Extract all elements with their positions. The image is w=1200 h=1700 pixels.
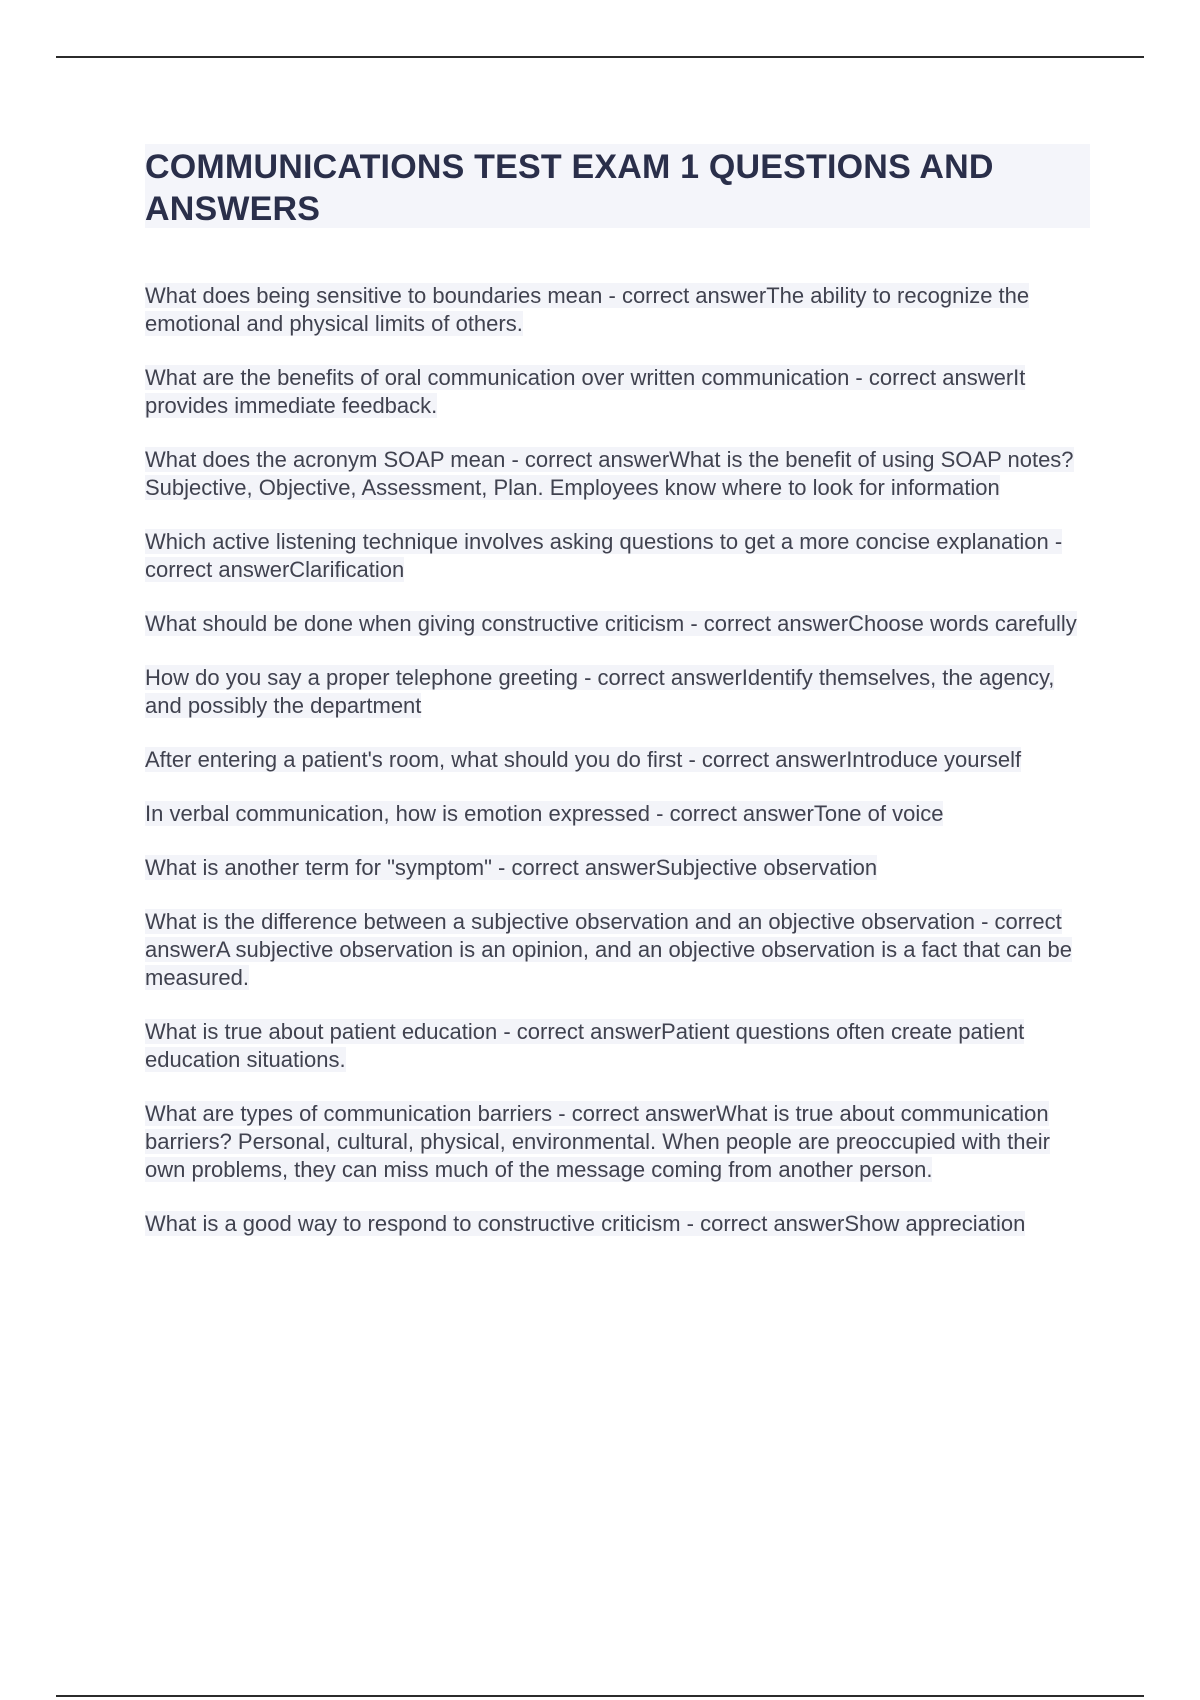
qa-list [145, 282, 1090, 1238]
qa-item [145, 746, 1090, 774]
qa-text: What should be done when giving constructive criticism - correct answerChoose words carefully [145, 611, 1077, 636]
qa-text: What are the benefits of oral communication over written communication - correct answerIt provides immediate feedback. [145, 365, 1026, 418]
qa-text: What does being sensitive to boundaries mean - correct answerThe ability to recognize the emotional and physical limits of others. [145, 283, 1030, 336]
qa-item [145, 854, 1090, 882]
document-body [145, 144, 1090, 1264]
qa-item [145, 528, 1090, 584]
qa-text: How do you say a proper telephone greeting - correct answerIdentify themselves, the agency, and possibly the department [145, 665, 1055, 718]
qa-text: What are types of communication barriers - correct answerWhat is true about communication barriers? Personal, cultural, physical, environmental. When people are preoccupied with their own problems, they can miss much of the message coming from another person. [145, 1101, 1050, 1182]
qa-text: After entering a patient's room, what should you do first - correct answerIntroduce yourself [145, 747, 1022, 772]
qa-text: What does the acronym SOAP mean - correct answerWhat is the benefit of using SOAP notes? Subjective, Objective, Assessment, Plan. Employees know where to look for information [145, 447, 1074, 500]
qa-item [145, 1210, 1090, 1238]
qa-item [145, 364, 1090, 420]
qa-text: What is another term for "symptom" - correct answerSubjective observation [145, 855, 878, 880]
qa-text: In verbal communication, how is emotion expressed - correct answerTone of voice [145, 801, 944, 826]
qa-item [145, 908, 1090, 992]
document-title: COMMUNICATIONS TEST EXAM 1 QUESTIONS AND ANSWERS [145, 144, 1090, 228]
qa-item [145, 610, 1090, 638]
qa-item [145, 800, 1090, 828]
qa-text: Which active listening technique involves asking questions to get a more concise explanation - correct answerClarification [145, 529, 1063, 582]
qa-item [145, 1018, 1090, 1074]
qa-text: What is true about patient education - correct answerPatient questions often create patient education situations. [145, 1019, 1025, 1072]
footer-rule [56, 1695, 1144, 1697]
qa-text: What is the difference between a subjective observation and an objective observation - correct answerA subjective observation is an opinion, and an objective observation is a fact that can be measured. [145, 909, 1073, 990]
qa-item [145, 446, 1090, 502]
qa-text: What is a good way to respond to constructive criticism - correct answerShow appreciation [145, 1211, 1026, 1236]
qa-item [145, 282, 1090, 338]
header-rule [56, 56, 1144, 58]
qa-item [145, 1100, 1090, 1184]
qa-item [145, 664, 1090, 720]
